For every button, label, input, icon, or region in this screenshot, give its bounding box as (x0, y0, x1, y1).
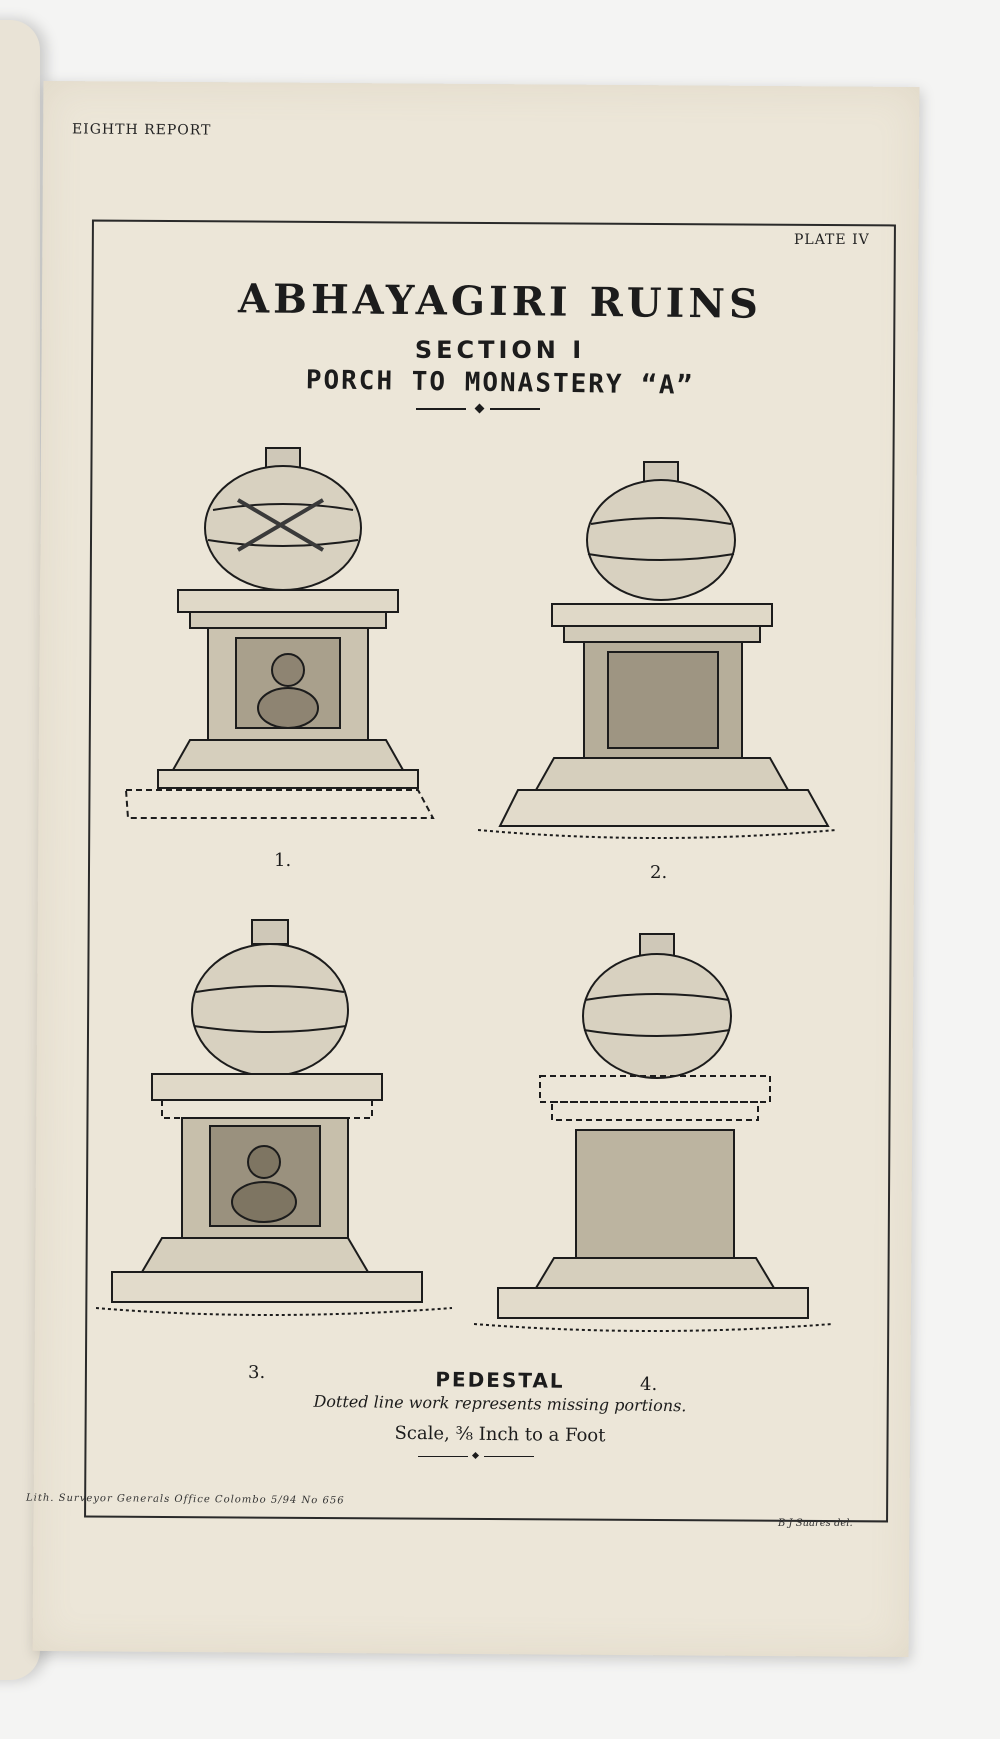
figure-3-label: 3. (248, 1362, 266, 1383)
pedestal-3-drawing (96, 912, 456, 1362)
section-heading: SECTION I (414, 336, 586, 364)
figure-1-label: 1. (274, 850, 292, 871)
missing-portions-note: Dotted line work represents missing portions. (313, 1391, 687, 1416)
pedestal-1-drawing (118, 440, 448, 840)
draughtsman-credit: B J Suares del. (778, 1518, 853, 1529)
scale-rule-right (484, 1456, 534, 1457)
scale-rule-left (418, 1456, 468, 1457)
pedestal-4-drawing (474, 926, 834, 1362)
report-header: EIGHTH REPORT (71, 121, 212, 139)
plate-subtitle: PORCH TO MONASTERY “A” (305, 365, 695, 401)
lithographer-credit: Lith. Surveyor Generals Office Colombo 5/94 No 656 (25, 1492, 345, 1507)
plate-title: ABHAYAGIRI RUINS (237, 275, 763, 328)
plate-number: PLATE IV (794, 232, 870, 248)
title-rule-left (416, 408, 466, 410)
pedestal-caption: PEDESTAL (435, 1367, 565, 1393)
figure-2-label: 2. (650, 862, 668, 883)
scale-note: Scale, ⅜ Inch to a Foot (394, 1422, 606, 1447)
title-rule-right (490, 408, 540, 410)
figure-4-label: 4. (640, 1374, 658, 1395)
pedestal-2-drawing (478, 454, 838, 874)
